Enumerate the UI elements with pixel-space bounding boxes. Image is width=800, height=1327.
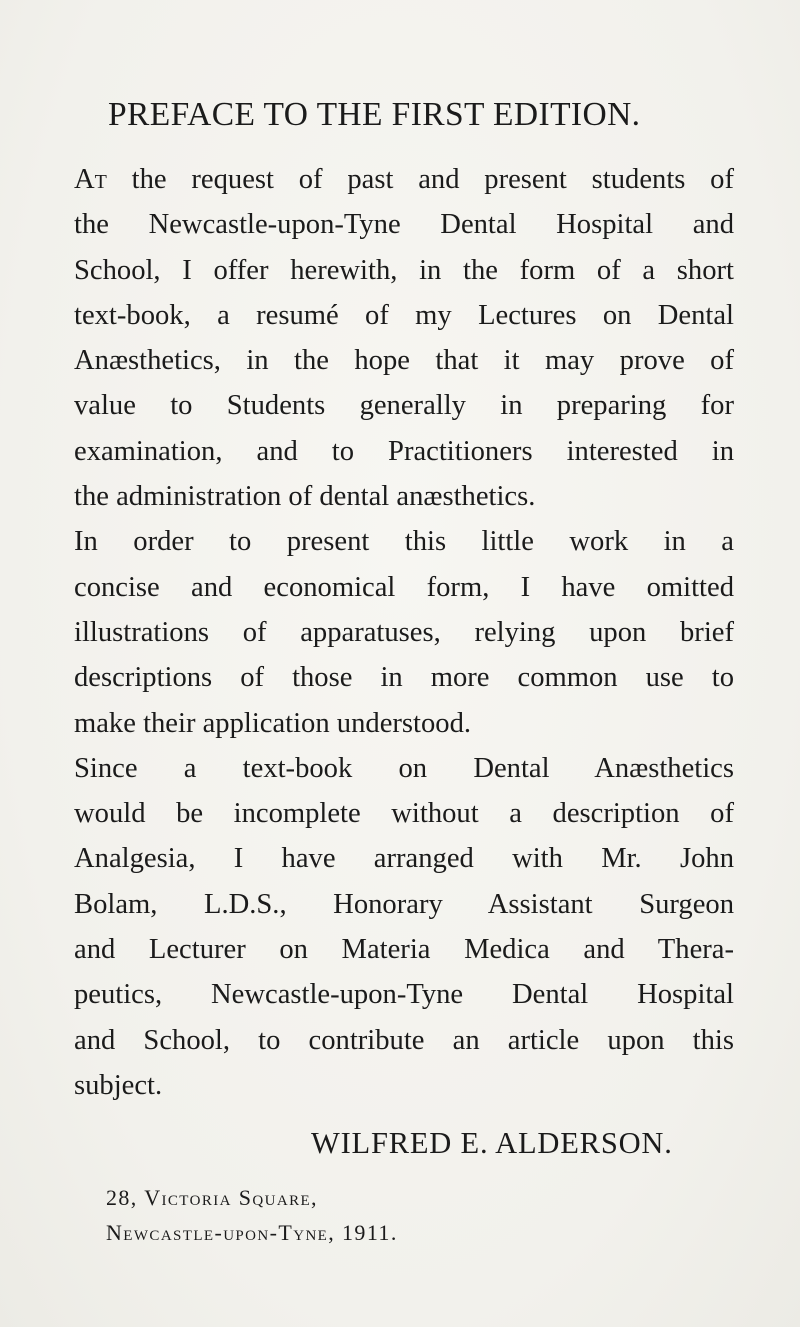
- paragraph-1: [74, 157, 734, 519]
- text-line: illustrations of apparatuses, relying upon brief: [74, 616, 734, 648]
- text-line: Bolam, L.D.S., Honorary Assistant Surgeon: [74, 888, 734, 920]
- paragraph-2: [74, 519, 734, 745]
- author-signature: WILFRED E. ALDERSON.: [311, 1126, 673, 1160]
- text-line: subject.: [74, 1069, 163, 1101]
- text-line: Anæsthetics, in the hope that it may prove of: [74, 345, 734, 377]
- address-line-1: 28, Victoria Square,: [106, 1185, 318, 1210]
- address-line-2: Newcastle-upon-Tyne, 1911.: [106, 1219, 398, 1245]
- text-line: Since a text-book on Dental Anæsthetics: [74, 752, 734, 784]
- page-title: PREFACE TO THE FIRST EDITION.: [108, 96, 641, 133]
- preface-body: [74, 157, 734, 1108]
- text-line: peutics, Newcastle-upon-Tyne Dental Hospital: [74, 979, 734, 1011]
- text-line: At the request of past and present students of: [74, 164, 734, 195]
- text-line: value to Students generally in preparing for: [74, 390, 734, 422]
- author-address: [106, 1181, 398, 1250]
- text-line: text-book, a resumé of my Lectures on Dental: [74, 299, 734, 331]
- text-line: and School, to contribute an article upon this: [74, 1024, 734, 1056]
- text-line: descriptions of those in more common use to: [74, 662, 734, 694]
- text-line: make their application understood.: [74, 707, 472, 739]
- text-line: and Lecturer on Materia Medica and Thera-: [74, 934, 734, 966]
- paragraph-3: [74, 746, 734, 1108]
- text-line: In order to present this little work in a: [74, 526, 734, 558]
- text-line: School, I offer herewith, in the form of a short: [74, 254, 734, 286]
- lead-word: At: [74, 164, 107, 195]
- text-line: would be incomplete without a description of: [74, 798, 734, 830]
- text-line: concise and economical form, I have omitted: [74, 571, 734, 603]
- text-line: Analgesia, I have arranged with Mr. John: [74, 843, 734, 875]
- text-line: the Newcastle-upon-Tyne Dental Hospital and: [74, 209, 734, 241]
- text-line: examination, and to Practitioners interested in: [74, 435, 734, 467]
- text-line: the administration of dental anæsthetics.: [74, 481, 536, 513]
